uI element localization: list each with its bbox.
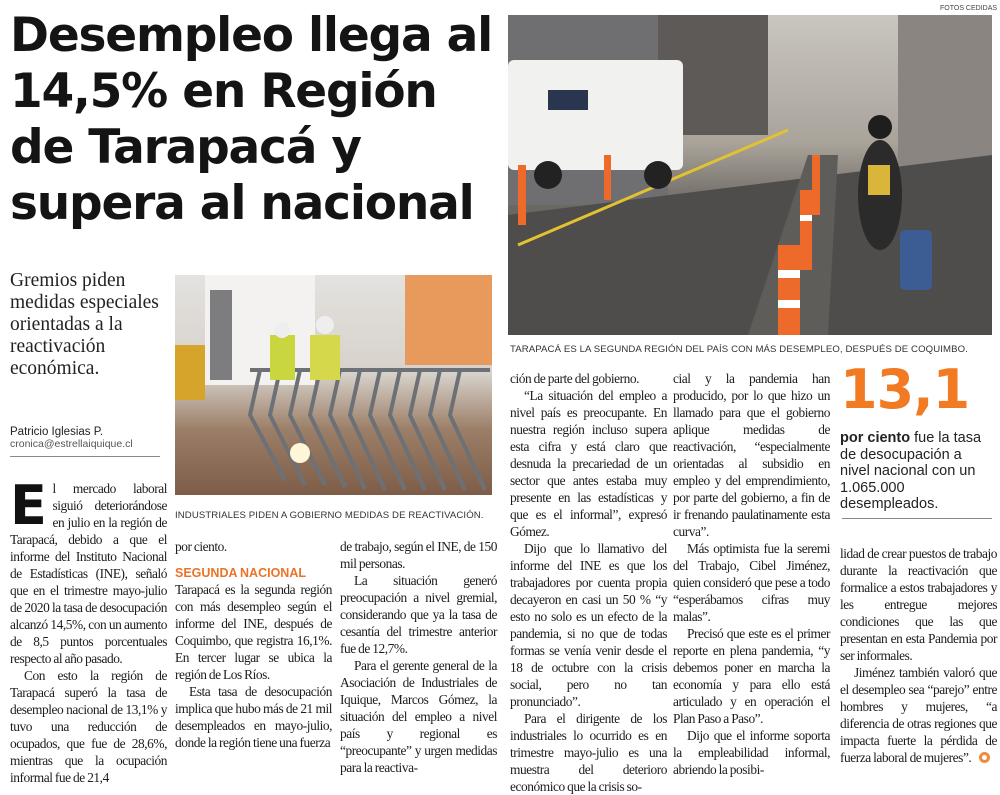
headline	[10, 8, 500, 232]
paragraph: lidad de crear puestos de trabajo durante la reactivación que formalice a estos trabajadores y les entregue mejores condiciones que las que presentan en esta Pandemia por ser informales.	[840, 546, 997, 663]
paragraph	[840, 664, 997, 766]
headline-line: Desempleo llega al	[10, 8, 493, 63]
article-column-1	[10, 474, 167, 786]
article-column-5	[673, 370, 830, 778]
factbox-divider	[842, 518, 992, 519]
workers-photo	[175, 275, 492, 495]
photo-credit: FOTOS CEDIDAS	[940, 5, 998, 12]
factbox-bold: por ciento	[840, 430, 911, 446]
paragraph-text: Jiménez también valoró que el desempleo sea “parejo” entre hombres y mujeres, “a diferencia de otras regiones que impacta fuerte la pérdida de fuerza laboral de mujeres”.	[840, 665, 997, 765]
factbox-description: fue la tasa de desocupación a nivel nacional con un 1.065.000 desempleados.	[840, 430, 982, 512]
paragraph: Con esto la región de Tarapacá superó la tasa de desempleo nacional de 13,1% y tuvo una reducción de ocupados, que fue de 28,6%, mientras que la ocupación informal fue de 21,4	[10, 668, 167, 785]
street-photo	[508, 15, 992, 335]
headline-line: 14,5% en Región	[10, 64, 437, 119]
street-photo-caption: TARAPACÁ ES LA SEGUNDA REGIÓN DEL PAÍS CON MÁS DESEMPLEO, DESPUÉS DE COQUIMBO.	[510, 344, 968, 355]
paragraph: Dijo que el informe soporta la empleabilidad informal, abriendo la posibi-	[673, 728, 830, 777]
byline-divider	[10, 456, 160, 457]
workers-photo-illustration	[175, 275, 492, 495]
byline	[10, 426, 170, 450]
paragraph: Dijo que lo llamativo del informe del INE es que los trabajadores por cuenta propia decayeron en casi un 50 % “y esto no solo es un efecto de la pandemia, si no que de todas formas se venía venir desde el 18 de octubre con la crisis social, pero no tan pronunciado”.	[510, 541, 667, 709]
headline-line: supera al nacional	[10, 176, 474, 231]
paragraph: Tarapacá es la segunda región con más desempleo según el informe del INE, después de Coquimbo, que registra 16,1%. En tercer lugar se ubica la región de Los Ríos.	[175, 582, 332, 682]
headline-line: de Tarapacá y	[10, 120, 361, 175]
paragraph: ción de parte del gobierno.	[510, 371, 640, 386]
article-column-2	[175, 538, 332, 751]
author-email[interactable]: cronica@estrellaiquique.cl	[10, 438, 133, 450]
paragraph: Precisó que este es el primer reporte en plena pandemia, “y debemos poner en marcha la economía y para ello está articulado y en operación el Plan Paso a Paso”.	[673, 626, 830, 726]
end-of-article-icon	[979, 752, 990, 763]
street-photo-illustration	[508, 15, 992, 335]
paragraph: Más optimista fue la seremi del Trabajo, Cibel Jiménez, quien consideró que pese a todo “esperábamos cifras muy malas”.	[673, 541, 830, 624]
paragraph: por ciento.	[175, 539, 227, 554]
drop-cap: E	[10, 474, 47, 537]
paragraph: La situación generó preocupación a nivel gremial, considerando que ya la tasa de cesantía del trimestre anterior fue de 12,7%.	[340, 573, 497, 656]
factbox-text	[840, 430, 995, 513]
author-name: Patricio Iglesias P.	[10, 426, 104, 438]
paragraph-text: l mercado laboral siguió deteriorándose en julio en la región de Tarapacá, debido a que el informe del Instituto Nacional de Estadísticas (INE), señaló que en el trimestre mayo-julio de 2020 la tasa de desocupación alcanzó 14,5%, con un aumento de 8,5 puntos porcentuales respecto al año pasado.	[10, 481, 167, 666]
paragraph: cial y la pandemia han producido, por lo que hizo un llamado para que el gobierno aplique medidas de reactivación, “especialmente orientadas al subsidio en empleo y del emprendimiento, por parte del gobierno, a fin de ir frenando paulatinamente esta curva”.	[673, 371, 830, 539]
paragraph: de trabajo, según el INE, de 150 mil personas.	[340, 539, 497, 571]
paragraph	[10, 474, 167, 667]
paragraph: Esta tasa de desocupación implica que hubo más de 21 mil desempleados en mayo-julio, donde la región tiene una fuerza	[175, 684, 332, 750]
paragraph: Para el dirigente de los industriales lo ocurrido es en trimestre mayo-julio es una muestra del deterioro económico que la crisis so-	[510, 711, 667, 794]
workers-photo-caption: INDUSTRIALES PIDEN A GOBIERNO MEDIDAS DE REACTIVACIÓN.	[175, 510, 484, 521]
factbox-number: 13,1	[840, 358, 970, 421]
paragraph: “La situación del empleo a nivel país es preocupante. En nuestra región incluso supera esta cifra y está claro que desnuda la precariedad de un sector que antes estaba muy presente en las estadísticas y que es el informal”, expresó Gómez.	[510, 388, 667, 539]
article-column-3	[340, 538, 497, 776]
article-column-4	[510, 370, 667, 795]
subheadline: Gremios piden medidas especiales orientadas a la reactivación económica.	[10, 270, 159, 379]
article-column-6	[840, 545, 997, 766]
paragraph: Para el gerente general de la Asociación de Industriales de Iquique, Marcos Gómez, la situación del empleo a nivel país y regional es “preocupante” y urgen medidas para la reactiva-	[340, 658, 497, 775]
section-heading: SEGUNDA NACIONAL	[175, 566, 306, 580]
